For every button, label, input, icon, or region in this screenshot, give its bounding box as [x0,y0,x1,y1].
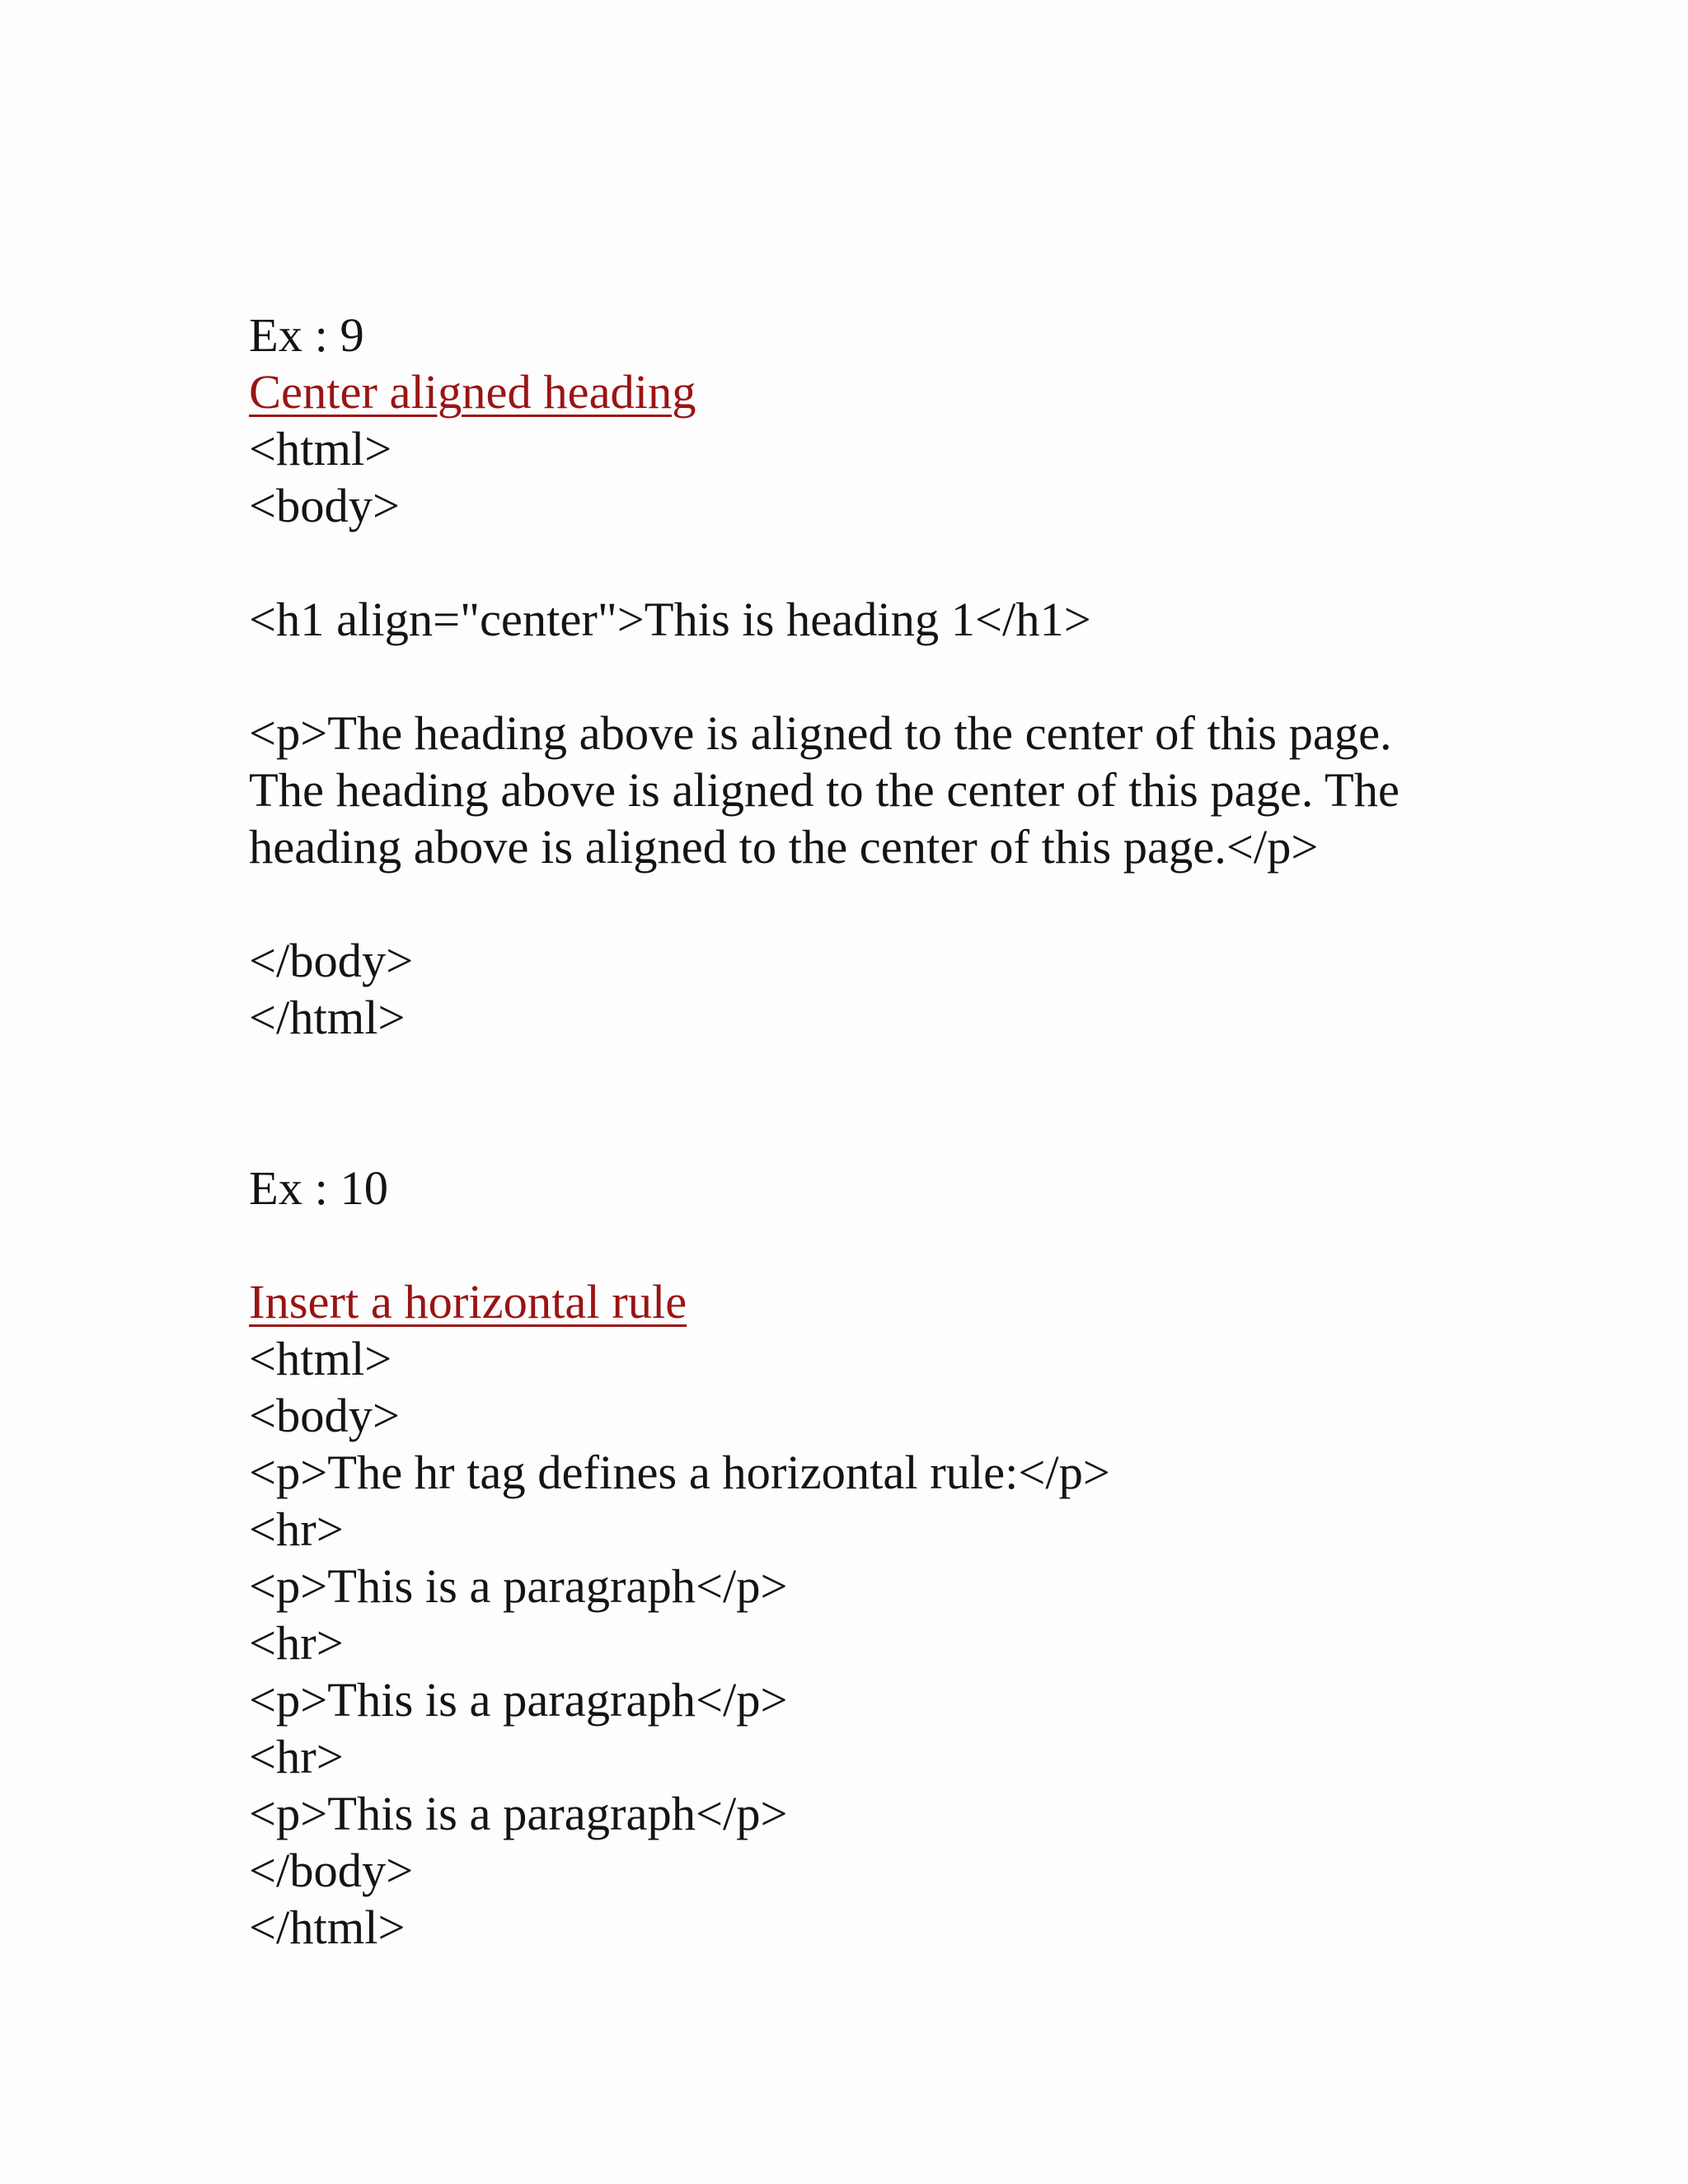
code-line: <hr> [249,1616,344,1670]
blank-line [249,1216,1452,1273]
code-line: <hr> [249,1730,344,1783]
code-line: <p>This is a paragraph</p> [249,1673,788,1727]
code-line: <p>This is a paragraph</p> [249,1559,788,1613]
code-paragraph: <p>The heading above is aligned to the center of this page. The heading above is aligned to the center of this page. The heading above is aligned to the center of this page.</p> [249,706,1400,874]
code-line: </body> [249,1844,414,1897]
blank-line [249,875,1452,932]
exercise-label: Ex : 10 [249,1161,388,1215]
code-line: <hr> [249,1502,344,1556]
exercise-10 [249,1160,1452,1956]
exercise-label: Ex : 9 [249,308,364,362]
exercise-title: Insert a horizontal rule [249,1275,687,1329]
exercise-title: Center aligned heading [249,365,696,419]
code-line: <h1 align="center">This is heading 1</h1> [249,593,1091,646]
code-line: </body> [249,934,414,987]
section-gap [249,1046,1452,1160]
code-line: <body> [249,479,400,532]
code-line: </html> [249,991,406,1044]
code-line: <p>This is a paragraph</p> [249,1787,788,1840]
blank-line [249,648,1452,705]
code-line: <html> [249,422,392,476]
exercise-9 [249,307,1452,1046]
blank-line [249,534,1452,591]
code-line: </html> [249,1900,406,1954]
document-page [249,307,1452,1956]
code-line: <p>The hr tag defines a horizontal rule:</p> [249,1446,1110,1499]
code-line: <body> [249,1389,400,1442]
code-line: <html> [249,1332,392,1385]
